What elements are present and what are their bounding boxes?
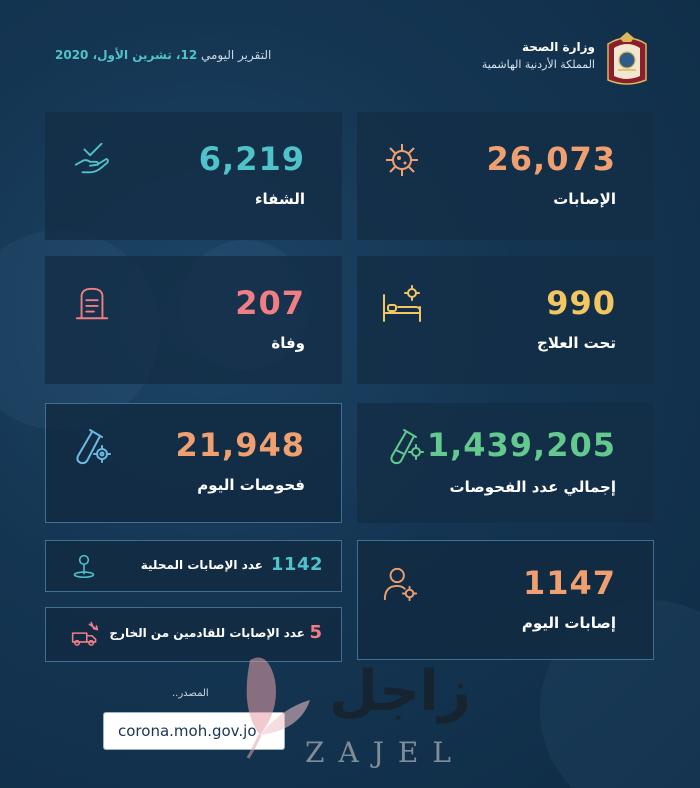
ministry-name: وزارة الصحة xyxy=(521,40,595,54)
local-cases-label: عدد الإصابات المحلية xyxy=(140,558,263,572)
deaths-value: 207 xyxy=(235,284,305,322)
recovered-label: الشفاء xyxy=(254,190,305,208)
total-tests-value: 1,439,205 xyxy=(426,426,616,464)
cases-today-value: 1147 xyxy=(522,564,616,602)
imported-cases-label: عدد الإصابات للقادمين من الخارج xyxy=(109,626,305,640)
truck-plane-icon xyxy=(70,620,100,648)
local-cases-value: 1142 xyxy=(270,554,323,575)
tests-today-value: 21,948 xyxy=(175,426,305,464)
source-url[interactable]: corona.moh.gov.jo xyxy=(118,722,257,740)
source-label: المصدر.. xyxy=(172,688,209,699)
under-treatment-label: تحت العلاج xyxy=(537,334,616,352)
tests-today-label: فحوصات اليوم xyxy=(197,476,305,494)
deaths-label: وفاة xyxy=(271,334,305,352)
ministry-title xyxy=(482,40,595,71)
recovered-value: 6,219 xyxy=(198,140,305,178)
report-date-line xyxy=(55,48,271,62)
location-pin-icon xyxy=(71,553,97,579)
person-gear-icon xyxy=(382,565,420,603)
jordan-coat-of-arms-logo xyxy=(604,30,650,86)
hospital-bed-icon xyxy=(380,285,424,325)
kingdom-name: المملكة الأردنية الهاشمية xyxy=(481,58,595,71)
imported-cases-value: 5 xyxy=(309,622,323,643)
total-cases-label: الإصابات xyxy=(553,190,616,208)
report-label: التقرير اليومي xyxy=(201,48,272,62)
zajel-watermark-logo xyxy=(220,640,490,775)
under-treatment-value: 990 xyxy=(546,284,616,322)
hand-check-icon xyxy=(72,140,112,178)
watermark-arabic-text: زاجل xyxy=(329,659,471,724)
cases-today-label: إصابات اليوم xyxy=(521,614,616,632)
virus-icon xyxy=(382,140,422,180)
watermark-latin-text: ZAJEL xyxy=(305,736,465,769)
tombstone-icon xyxy=(73,285,111,323)
test-tube-icon xyxy=(384,426,424,466)
test-tube-gear-icon xyxy=(72,426,112,466)
report-date: 12، تشرين الأول، 2020 xyxy=(55,48,198,62)
total-tests-label: إجمالي عدد الفحوصات xyxy=(449,478,616,496)
total-cases-value: 26,073 xyxy=(486,140,616,178)
